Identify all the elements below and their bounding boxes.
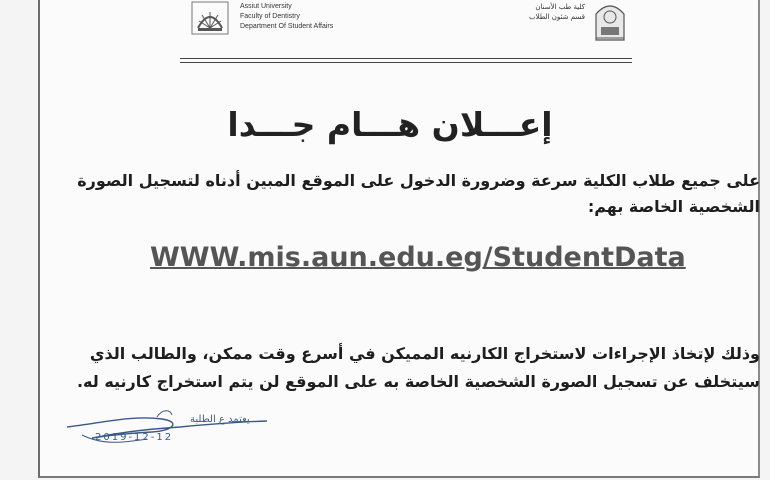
signature-date: 2019-12-12 [95,432,174,443]
faculty-name: Faculty of Dentistry [240,13,300,20]
notice-paragraph-1: على جميع طلاب الكلية سرعة وضرورة الدخول على الموقع المبين أدناه لتسجيل الصورة الشخصية الخاصة بهم: [77,171,760,216]
faculty-name-ar: كلية طب الأسنان [535,3,585,11]
notice-paragraph-2: وذلك لإتخاذ الإجراءات لاستخراج الكارنيه المميكن في أسرع وقت ممكن، والطالب الذي سيتخلف عن تسجيل الصورة الشخصية الخاصة به على الموقع لن يتم استخراج كارنيه له. [76,344,760,391]
university-emblem-icon [190,0,230,36]
notice-title: إعـــلان هـــام جـــدا [227,105,553,144]
department-name-ar: قسم شئون الطلاب [528,13,585,21]
student-data-link[interactable]: WWW.mis.aun.edu.eg/StudentData [150,242,686,273]
signature-text: يعتمد ع الطلبة [190,414,250,425]
department-name: Department Of Student Affairs [240,23,334,30]
english-header [240,2,400,32]
header-divider [180,58,632,63]
university-name: Assiut University [240,3,292,10]
arabic-header [470,2,585,22]
faculty-emblem-icon [590,0,630,42]
